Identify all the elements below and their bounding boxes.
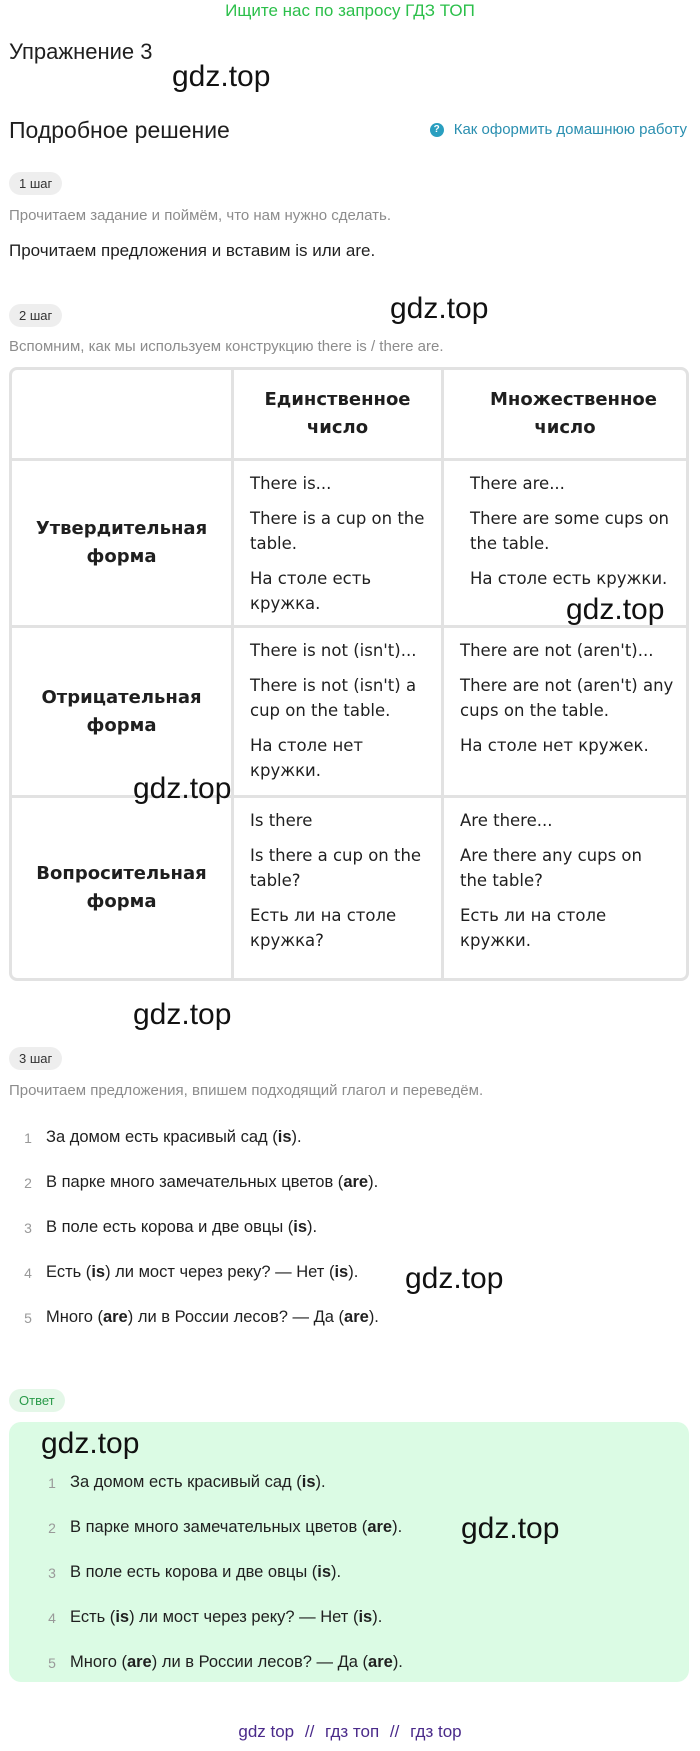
step-badge: 1 шаг	[9, 172, 62, 195]
there-is-are-table	[9, 367, 689, 981]
table-cell: Is there Is there a cup on the table? Есть ли на столе кружка?	[234, 798, 444, 978]
table-row	[12, 798, 686, 978]
howto-link-label: Как оформить домашнюю работу	[453, 121, 687, 138]
promo-banner: Ищите нас по запросу ГДЗ ТОП	[225, 1, 475, 20]
row-header: Утвердительная форма	[12, 461, 234, 628]
list-item: 2 В парке много замечательных цветов (are).	[48, 1518, 403, 1536]
row-header: Отрицательная форма	[12, 628, 234, 798]
table-cell: There are not (aren't)... There are not (aren't) any cups on the table. На столе нет кружек.	[444, 628, 686, 798]
help-icon: ?	[430, 123, 444, 137]
step-badge: 2 шаг	[9, 304, 62, 327]
watermark: gdz.top	[41, 1427, 140, 1460]
exercise-title: Упражнение 3	[9, 39, 153, 64]
list-item: 3 В поле есть корова и две овцы (is).	[24, 1218, 318, 1236]
table-corner-cell	[12, 370, 234, 461]
table-cell: Are there... Are there any cups on the table? Есть ли на столе кружки.	[460, 811, 642, 950]
list-item: 4 Есть (is) ли мост через реку? — Нет (is).	[24, 1263, 359, 1281]
solution-title: Подробное решение	[9, 117, 230, 143]
list-item: 1 За домом есть красивый сад (is).	[24, 1128, 302, 1146]
watermark: gdz.top	[133, 998, 232, 1031]
table-cell: There is not (isn't)... There is not (isn't) a cup on the table. На столе нет кружки.	[234, 628, 444, 798]
list-item: 2 В парке много замечательных цветов (are).	[24, 1173, 379, 1191]
footer-link[interactable]: gdz top	[238, 1722, 295, 1741]
footer-separator: //	[304, 1722, 315, 1741]
watermark: gdz.top	[390, 292, 489, 325]
step-hint: Прочитаем задание и поймём, что нам нужно сделать.	[9, 207, 392, 224]
list-item: 5 Много (are) ли в России лесов? — Да (are).	[48, 1653, 403, 1671]
watermark: gdz.top	[461, 1512, 560, 1545]
step-badge: 3 шаг	[9, 1047, 62, 1070]
step-text: Прочитаем предложения и вставим is или are.	[9, 241, 376, 260]
footer-link[interactable]: гдз топ	[325, 1722, 380, 1741]
footer	[0, 1722, 700, 1742]
footer-link[interactable]: гдз top	[410, 1722, 462, 1741]
table-cell: There are... There are some cups on the table. На столе есть кружки.	[444, 461, 686, 628]
footer-separator: //	[389, 1722, 400, 1741]
column-header-plural: Множественное число	[444, 370, 686, 461]
table-row	[12, 628, 686, 798]
table-cell: There is... There is a cup on the table. На столе есть кружка.	[234, 461, 444, 628]
answer-badge: Ответ	[9, 1389, 65, 1412]
watermark: gdz.top	[566, 593, 665, 626]
row-header: Вопросительная форма	[12, 798, 234, 978]
step-hint: Вспомним, как мы используем конструкцию there is / there are.	[9, 338, 444, 355]
watermark: gdz.top	[172, 60, 271, 93]
step3-list	[10, 1128, 379, 1353]
list-item: 1 За домом есть красивый сад (is).	[48, 1473, 326, 1491]
list-item: 4 Есть (is) ли мост через реку? — Нет (is).	[48, 1608, 383, 1626]
column-header-singular: Единственное число	[234, 370, 444, 461]
table-header-row	[12, 370, 686, 461]
list-item: 3 В поле есть корова и две овцы (is).	[48, 1563, 342, 1581]
step-hint: Прочитаем предложения, впишем подходящий глагол и переведём.	[9, 1082, 484, 1099]
howto-link[interactable]	[430, 121, 687, 138]
answer-list	[34, 1473, 403, 1698]
list-item: 5 Много (are) ли в России лесов? — Да (are).	[24, 1308, 379, 1326]
watermark: gdz.top	[405, 1262, 504, 1295]
watermark: gdz.top	[133, 772, 232, 805]
